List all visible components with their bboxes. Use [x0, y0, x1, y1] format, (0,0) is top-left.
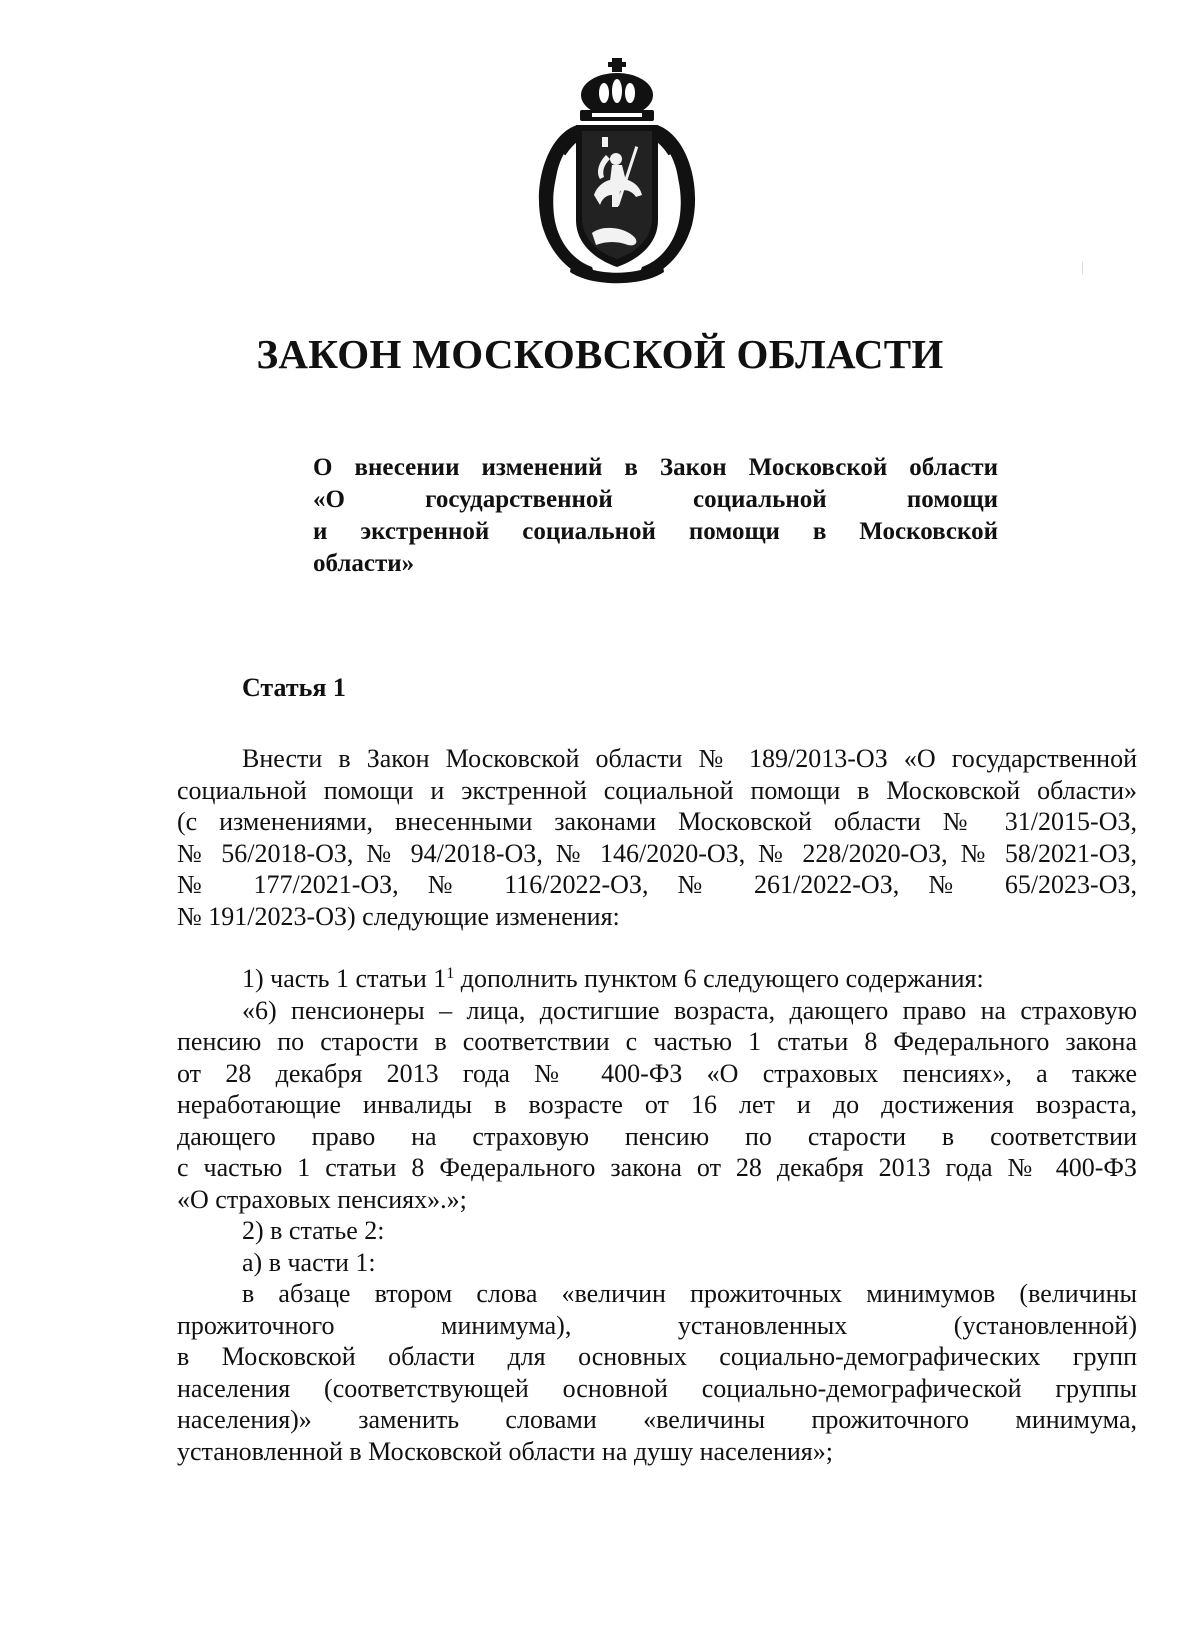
subject-line: О внесении изменений в Закон Московской области [313, 454, 998, 481]
superscript: 1 [446, 965, 455, 982]
subject-line: и экстренной социальной помощи в Московской [313, 518, 998, 545]
body-line: Внести в Закон Московской области № 189/2013-ОЗ «О государственной [242, 744, 1137, 773]
body-line: социальной помощи и экстренной социальной помощи в Московской области» [177, 775, 1137, 805]
body-line: «О страховых пенсиях».»; [177, 1184, 467, 1214]
subject-line: «О государственной социальной помощи [313, 486, 998, 513]
amendment-item-1 [177, 963, 1137, 995]
subject-line: области» [313, 550, 415, 577]
coat-of-arms-icon [532, 55, 702, 285]
body-line: с частью 1 статьи 8 Федерального закона от 28 декабря 2013 года № 400-ФЗ [177, 1153, 1137, 1182]
law-subject [313, 452, 998, 580]
scan-artifact-mark [1082, 262, 1083, 274]
paragraph-gap [177, 932, 1137, 963]
amendment-item-2a: а) в части 1: [242, 1247, 376, 1277]
body-line: установленной в Московской области на душу населения»; [177, 1436, 833, 1466]
body-line: пенсию по старости в соответствии с частью 1 статьи 8 Федерального закона [177, 1027, 1137, 1056]
item-text: дополнить пунктом 6 следующего содержания: [454, 964, 984, 993]
amendment-item-2: 2) в статье 2: [242, 1216, 385, 1245]
document-title: ЗАКОН МОСКОВСКОЙ ОБЛАСТИ [256, 331, 944, 377]
body-line: № 191/2023-ОЗ) следующие изменения: [177, 901, 620, 931]
body-line: от 28 декабря 2013 года № 400-ФЗ «О страховых пенсиях», а также [177, 1058, 1137, 1088]
body-line: № 177/2021-ОЗ, № 116/2022-ОЗ, № 261/2022-ОЗ, № 65/2023-ОЗ, [177, 870, 1137, 899]
body-line: неработающие инвалиды в возрасте от 16 лет и до достижения возраста, [177, 1090, 1137, 1119]
body-line: в Московской области для основных социально-демографических групп [177, 1342, 1137, 1371]
article-body [177, 743, 1137, 1467]
body-line: дающего право на страховую пенсию по старости в соответствии [177, 1121, 1137, 1151]
item-text: 1) часть 1 статьи 1 [242, 964, 447, 993]
body-line: № 56/2018-ОЗ, № 94/2018-ОЗ, № 146/2020-ОЗ, № 228/2020-ОЗ, № 58/2021-ОЗ, [177, 838, 1137, 868]
article-heading: Статья 1 [242, 673, 346, 702]
body-line: прожиточного минимума), установленных (установленной) [177, 1310, 1137, 1340]
body-line: населения)» заменить словами «величины прожиточного минимума, [177, 1405, 1137, 1434]
body-line: «6) пенсионеры – лица, достигшие возраста, дающего право на страховую [242, 995, 1137, 1025]
body-line: населения (соответствующей основной социально-демографической группы [177, 1373, 1137, 1403]
body-line: в абзаце втором слова «величин прожиточных минимумов (величины [242, 1279, 1137, 1308]
body-line: (с изменениями, внесенными законами Московской области № 31/2015-ОЗ, [177, 807, 1137, 836]
